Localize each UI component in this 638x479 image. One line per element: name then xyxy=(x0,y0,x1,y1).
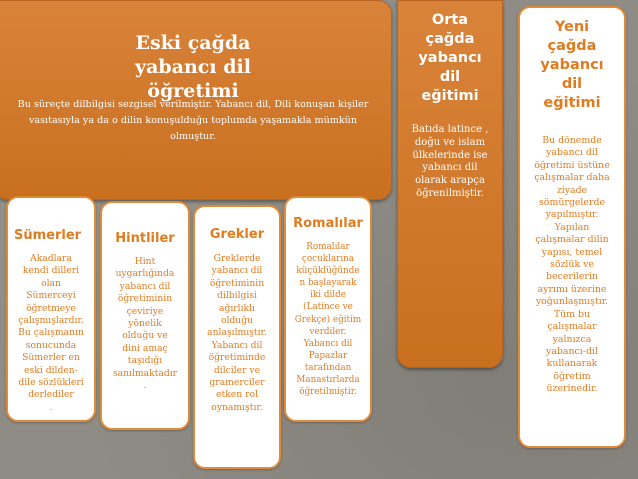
romalilar-card xyxy=(284,196,372,422)
sumerler-text: Akadlara kendi dilleri olan Sümerceyi öğretmeye çalışmışlardır. Bu çalışmanın sonucunda Sümerler en eski dilden- dile sözlükleri derlediler . xyxy=(18,253,84,413)
eski-cag-title: Eski çağda yabancı dil öğretimi xyxy=(135,32,251,102)
hintliler-text: Hint uygarlığında yabancı dil öğretiminin çeviriye yönelik olduğu ve dini amaç taşıdığı sanılmaktadır . xyxy=(112,256,178,392)
yeni-cag-title: Yeni çağda yabancı dil eğitimi xyxy=(540,19,604,111)
orta-cag-title: Orta çağda yabancı dil eğitimi xyxy=(418,12,482,104)
yeni-cag-text: Bu dönemde yabancı dil öğretimi üstüne çalışmalar daha ziyade sömürgelerde yapılmıştır. Yapılan çalışmalar dilin yapısı, temel sözlük ve becerilerin ayrımı üzerine yoğunlaşmıştır. Tüm bu çalışmalar yalnızca yabancı-dil kullanarak öğretim üzerinedir. xyxy=(534,135,610,395)
romalilar-title: Romalılar xyxy=(293,216,363,231)
romalilar-text: Romalılar çocuklarına küçüklüğünde n başlayarak iki dilde (Latince ve Grekçe) eğitim verdiler. Yabancı dil Papazlar tarafından Manastırlarda öğretilmiştir. xyxy=(294,242,362,398)
orta-cag-text: Batıda latince , doğu ve islam ülkelerinde ise yabancı dil olarak arapça öğrenilmiştir. xyxy=(411,124,489,199)
eski-cag-panel xyxy=(0,0,392,200)
sumerler-card xyxy=(6,196,96,422)
orta-cag-panel xyxy=(397,0,503,368)
grekler-text: Greklerde yabancı dil öğretiminin dilbilgisi ağırlıklı olduğu anlaşılmıştır. Yabancı dil öğretiminde dilciler ve gramerciler etken rol oynamıştır. xyxy=(207,253,267,413)
grekler-card xyxy=(193,205,281,469)
hintliler-card xyxy=(100,201,190,430)
hintliler-title: Hintliler xyxy=(115,231,175,246)
yeni-cag-panel xyxy=(518,6,626,448)
eski-cag-description: Bu süreçte dilbilgisi sezgisel verilmiştir. Yabancı dil, Dili konuşan kişiler vasıtasıyla ya da o dilin konuşulduğu toplumda yaşamakla mümkün olmuştur. xyxy=(17,99,369,142)
sumerler-title: Sümerler xyxy=(14,228,82,243)
grekler-title: Grekler xyxy=(209,227,265,242)
